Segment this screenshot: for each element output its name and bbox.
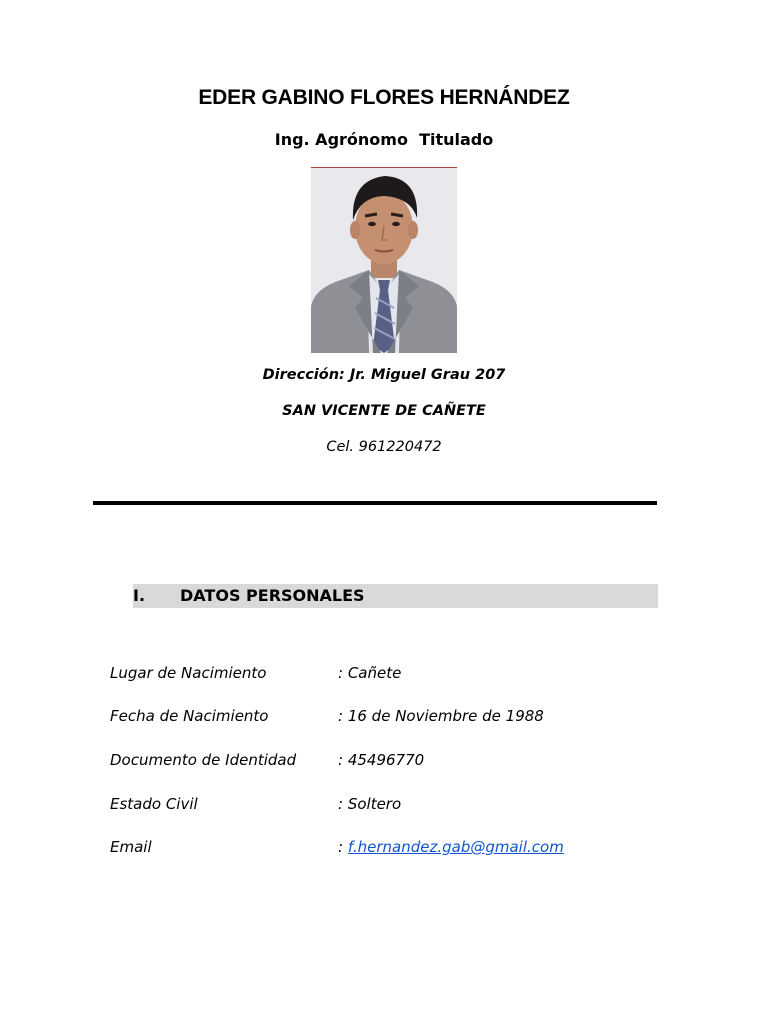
section-header [133,584,658,608]
profile-photo [311,167,457,353]
field-label: Email [110,838,152,856]
field-row-civil-status [110,795,670,817]
email-link[interactable]: f.hernandez.gab@gmail.com [347,838,564,856]
field-row-email [110,838,670,860]
field-row-birthplace [110,664,670,686]
section-title: DATOS PERSONALES [180,586,365,605]
horizontal-divider [93,501,657,505]
email-prefix: : [338,838,348,856]
field-label: Fecha de Nacimiento [110,707,269,725]
address-line: Dirección: Jr. Miguel Grau 207 [262,367,506,383]
field-value: : Soltero [338,795,402,813]
phone-line: Cel. 961220472 [326,439,442,455]
field-label: Documento de Identidad [110,751,297,769]
profession-title: Ing. Agrónomo Titulado [274,130,494,149]
city-line: SAN VICENTE DE CAÑETE [282,403,486,419]
field-value: : Cañete [338,664,402,682]
field-row-id-document [110,751,670,773]
field-label: Lugar de Nacimiento [110,664,267,682]
candidate-name: EDER GABINO FLORES HERNÁNDEZ [198,86,570,109]
field-value: : 16 de Noviembre de 1988 [338,707,544,725]
field-value-email [338,838,564,856]
field-row-birthdate [110,707,670,729]
field-label: Estado Civil [110,795,198,813]
section-number: I. [133,586,146,605]
field-value: : 45496770 [338,751,425,769]
